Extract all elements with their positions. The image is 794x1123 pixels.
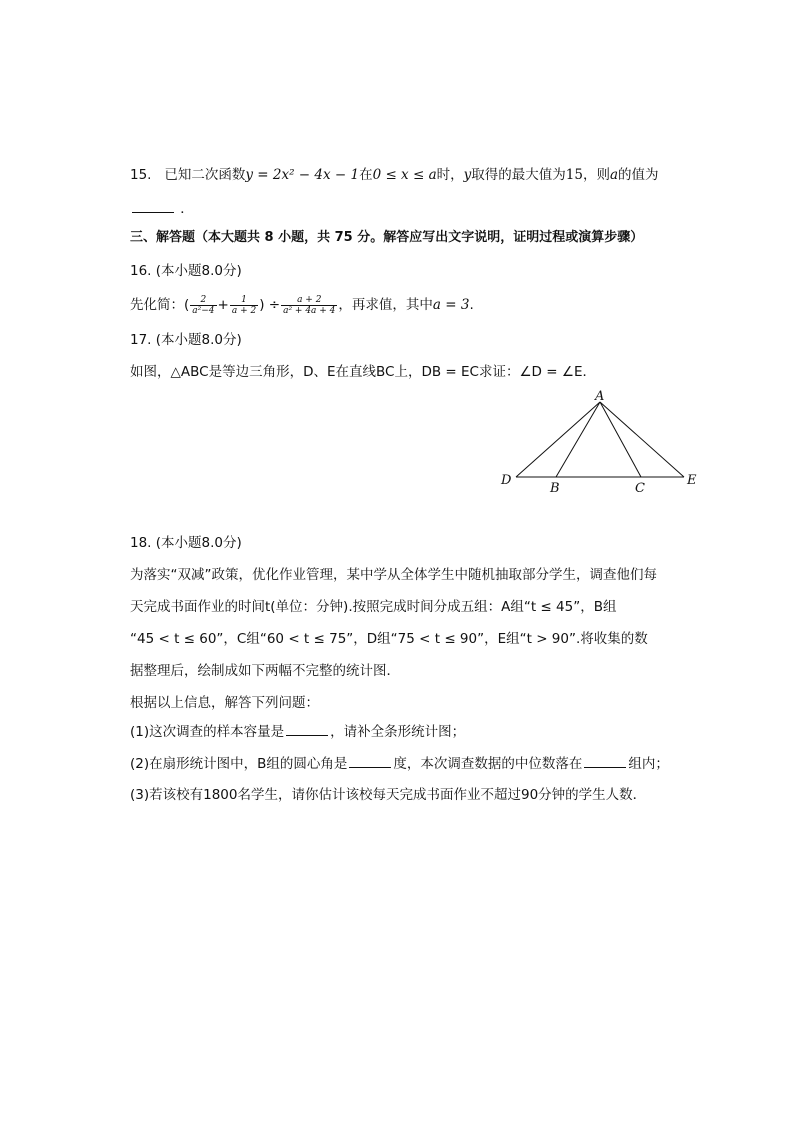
sub-question-text: 组内； xyxy=(628,756,669,772)
q16-text: ，再求值，其中 xyxy=(338,297,433,313)
plus-sign: + xyxy=(217,297,229,313)
question-17-header: 17. (本小题8.0分) xyxy=(130,332,242,348)
question-18-para-4: 据整理后，绘制成如下两幅不完整的统计图． xyxy=(130,663,400,679)
q15-y-var: y xyxy=(463,167,472,183)
q15-a-var: a xyxy=(609,167,619,183)
q15-text: 时， xyxy=(436,167,464,183)
q16-text: 先化简：( xyxy=(130,297,190,313)
fraction-denominator: a + 2 xyxy=(231,305,257,316)
segment-AD xyxy=(516,402,600,477)
point-label-E: E xyxy=(687,473,697,488)
sub-question-text: ，请补全条形统计图； xyxy=(330,724,466,740)
question-17-text: 如图，△ABC是等边三角形，D、E在直线BC上，DB = EC求证：∠D = ∠E． xyxy=(130,364,596,380)
q15-max-value: 15 xyxy=(565,167,583,183)
point-label-B: B xyxy=(550,481,560,496)
segment-AB xyxy=(556,402,600,477)
question-15-line-2 xyxy=(130,198,194,219)
question-16-header: 16. (本小题8.0分) xyxy=(130,263,242,279)
q15-text: 在 xyxy=(359,167,373,183)
q15-text: 已知二次函数 xyxy=(164,167,246,183)
fraction-3 xyxy=(281,295,337,316)
q15-text: 的值为 xyxy=(618,167,659,183)
question-number: 15. xyxy=(130,167,152,183)
question-18-para-1: 为落实“双减”政策，优化作业管理，某中学从全体学生中随机抽取部分学生，调查他们每 xyxy=(130,567,657,583)
sub-question-text: 度，本次调查数据的中位数落在 xyxy=(393,756,583,772)
section-title: 三、解答题（本大题共 8 小题，共 75 分。解答应写出文字说明，证明过程或演算步骤） xyxy=(130,230,644,245)
fraction-numerator: a + 2 xyxy=(281,295,337,306)
sub-question-text: (1)这次调查的样本容量是 xyxy=(130,724,285,740)
question-18-header: 18. (本小题8.0分) xyxy=(130,535,242,551)
fraction-numerator: 2 xyxy=(190,295,216,306)
q16-end: . xyxy=(469,297,474,313)
answer-blank[interactable] xyxy=(349,753,391,768)
fraction-1 xyxy=(190,295,216,316)
question-18-para-3: “45 < t ≤ 60”，C组“60 < t ≤ 75”，D组“75 < t ≤ 90”，E组“t > 90”.将收集的数 xyxy=(130,631,648,647)
q15-range: 0 ≤ x ≤ a xyxy=(372,167,437,183)
q16-condition: a = 3 xyxy=(432,297,470,313)
point-label-D: D xyxy=(501,473,512,488)
fraction-2 xyxy=(230,295,258,316)
answer-blank[interactable] xyxy=(286,721,328,736)
segment-AE xyxy=(600,402,684,477)
q15-function: y = 2x² − 4x − 1 xyxy=(245,167,360,183)
question-18-sub-3: (3)若该校有1800名学生，请你估计该校每天完成书面作业不超过90分钟的学生人数． xyxy=(130,787,647,803)
q15-text: ，则 xyxy=(582,167,610,183)
fraction-numerator: 1 xyxy=(230,295,258,306)
question-18-para-5: 根据以上信息，解答下列问题： xyxy=(130,695,319,711)
question-18-sub-2 xyxy=(130,753,669,774)
q15-text: 取得的最大值为 xyxy=(471,167,566,183)
question-18-sub-1 xyxy=(130,721,465,742)
sub-question-text: (2)在扇形统计图中，B组的圆心角是 xyxy=(130,756,348,772)
question-15-line-1 xyxy=(130,165,659,185)
q15-end: ． xyxy=(180,201,194,217)
segment-AC xyxy=(600,402,641,477)
fraction-denominator: a² + 4a + 4 xyxy=(283,305,336,316)
question-18-para-2: 天完成书面作业的时间t(单位：分钟).按照完成时间分成五组：A组“t ≤ 45”，B组 xyxy=(130,599,617,615)
division-sign: ) ÷ xyxy=(259,297,281,313)
triangle-figure xyxy=(490,385,710,500)
answer-blank[interactable] xyxy=(584,753,626,768)
point-label-A: A xyxy=(595,389,605,404)
fraction-denominator: a²−4 xyxy=(192,305,215,316)
question-16-body xyxy=(130,292,474,318)
answer-blank[interactable] xyxy=(132,198,174,213)
point-label-C: C xyxy=(635,481,645,496)
